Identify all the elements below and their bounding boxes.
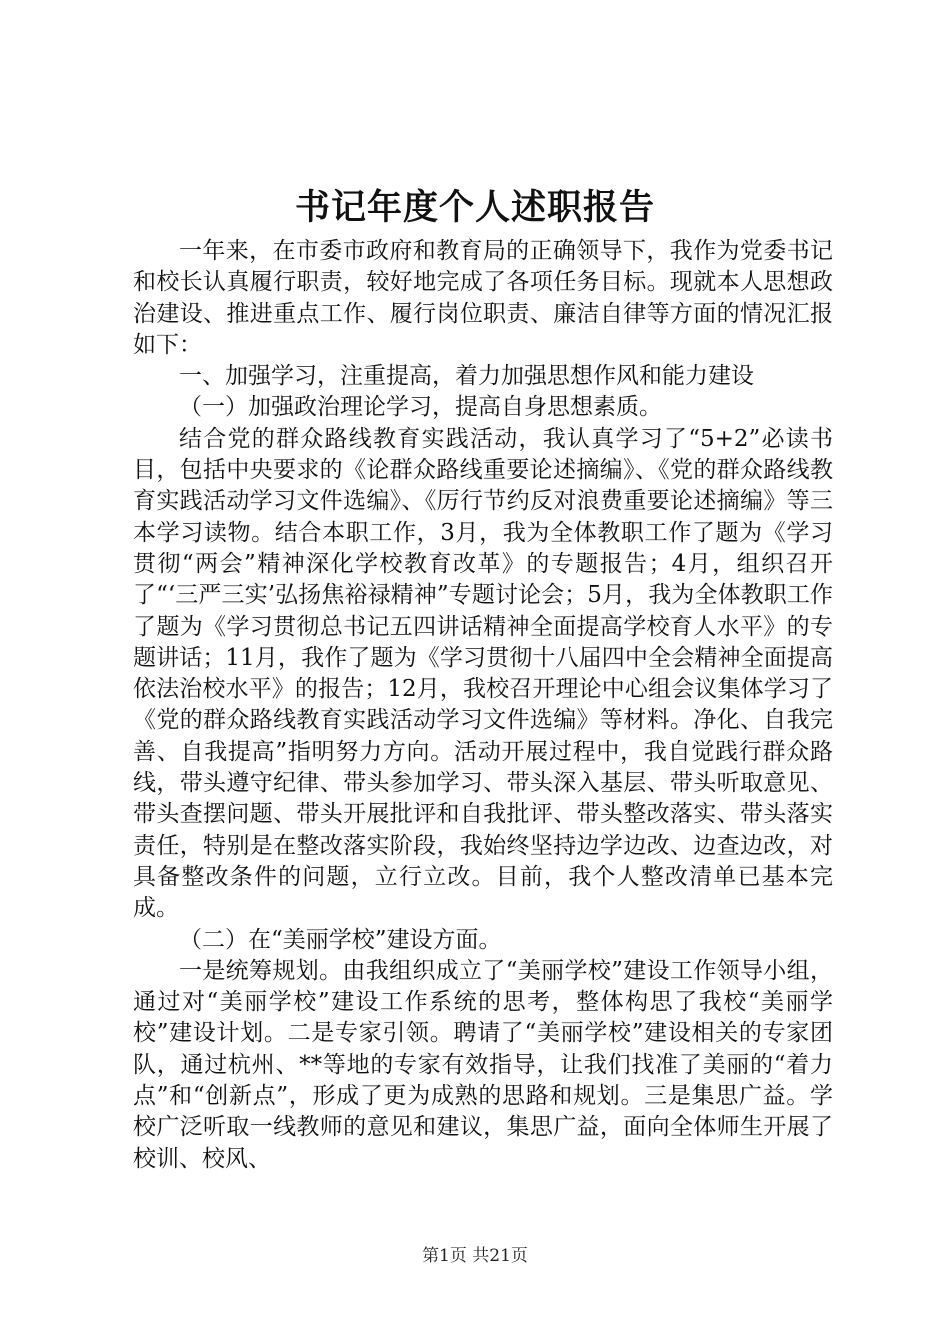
paragraph-study: 结合党的群众路线教育实践活动，我认真学习了“5+2”必读书目，包括中央要求的《论群众路线重要论述摘编》、《党的群众路线教育实践活动学习文件选编》、《厉行节约反对浪费重要论述摘编》等三本学习读物。结合本职工作，3月，我为全体教职工作了题为《学习贯彻“两会”精神深化学校教育改革》的专题报告；4月，组织召开了“‘三严三实’弘扬焦裕禄精神”专题讨论会；5月，我为全体教职工作了题为《学习贯彻总书记五四讲话精神全面提高学校育人水平》的专题讲话；11月，我作了题为《学习贯彻十八届四中全会精神全面提高依法治校水平》的报告；12月，我校召开理论中心组会议集体学习了《党的群众路线教育实践活动学习文件选编》等材料。净化、自我完善、自我提高”指明努力方向。活动开展过程中，我自觉践行群众路线，带头遵守纪律、带头参加学习、带头深入基层、带头听取意见、带头查摆问题、带头开展批评和自我批评、带头整改落实、带头落实责任，特别是在整改落实阶段，我始终坚持边学边改、边查边改，对具备整改条件的问题，立行立改。目前，我个人整改清单已基本完成。 <box>133 425 833 922</box>
paragraph-intro: 一年来，在市委市政府和教育局的正确领导下，我作为党委书记和校长认真履行职责，较好地完成了各项任务目标。现就本人思想政治建设、推进重点工作、履行岗位职责、廉洁自律等方面的情况汇报如下： <box>133 238 833 358</box>
document-body <box>133 236 833 1175</box>
paragraph-beautiful-school: 一是统筹规划。由我组织成立了“美丽学校”建设工作领导小组，通过对“美丽学校”建设工作系统的思考，整体构思了我校“美丽学校”建设计划。二是专家引领。聘请了“美丽学校”建设相关的专家团队，通过杭州、**等地的专家有效指导，让我们找准了美丽的“着力点”和“创新点”，形成了更为成熟的思路和规划。三是集思广益。学校广泛听取一线教师的意见和建议，集思广益，面向全体师生开展了校训、校风、 <box>133 957 833 1172</box>
subsection-heading-2: （二）在“美丽学校”建设方面。 <box>179 926 502 953</box>
section-heading-1: 一、加强学习，注重提高，着力加强思想作风和能力建设 <box>179 363 754 390</box>
page-number: 第1页 共21页 <box>422 1246 528 1266</box>
document-title: 书记年度个人述职报告 <box>294 187 655 228</box>
subsection-heading-1: （一）加强政治理论学习，提高自身思想素质。 <box>179 394 662 421</box>
